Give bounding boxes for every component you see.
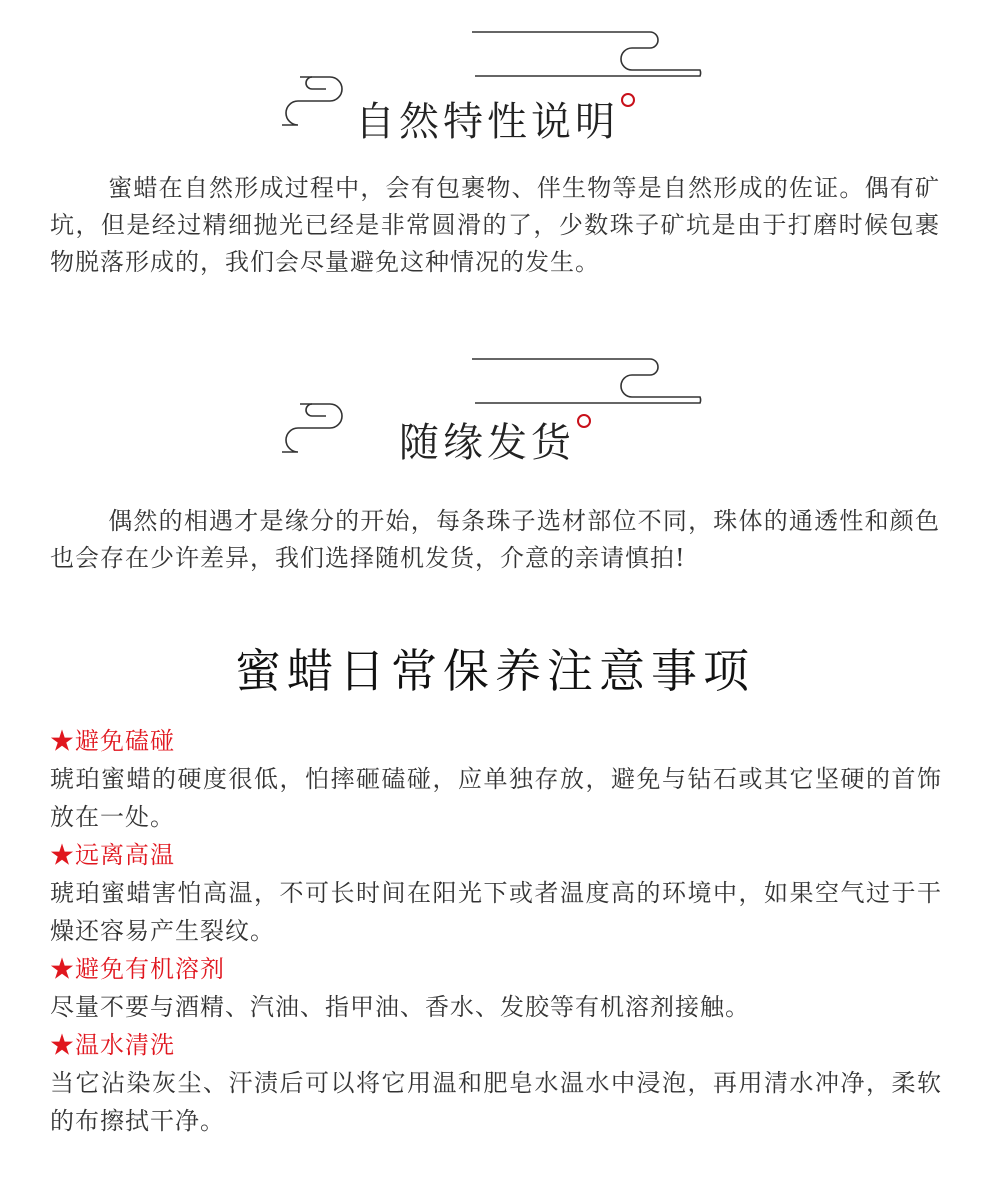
section-title: 自然特性说明	[0, 96, 990, 148]
care-item	[50, 722, 942, 836]
section-title: 随缘发货	[0, 417, 990, 469]
care-item-text: 尽量不要与酒精、汽油、指甲油、香水、发胶等有机溶剂接触。	[50, 993, 750, 1021]
care-list	[50, 722, 942, 1140]
care-item-text: 琥珀蜜蜡害怕高温，不可长时间在阳光下或者温度高的环境中，如果空气过于干燥还容易产生裂纹。	[50, 879, 942, 945]
care-item-heading: ★温水清洗	[50, 1031, 175, 1059]
red-circle-icon	[577, 414, 591, 428]
section-body-shipping: 偶然的相遇才是缘分的开始，每条珠子选材部位不同，珠体的通透性和颜色也会存在少许差异，我们选择随机发货，介意的亲请慎拍!	[50, 507, 940, 572]
care-title: 蜜蜡日常保养注意事项	[235, 644, 755, 698]
red-circle-icon	[621, 93, 635, 107]
care-item-text: 琥珀蜜蜡的硬度很低，怕摔砸磕碰，应单独存放，避免与钻石或其它坚硬的首饰放在一处。	[50, 765, 942, 831]
care-item-heading: ★远离高温	[50, 841, 175, 869]
care-item-text: 当它沾染灰尘、汗渍后可以将它用温和肥皂水温水中浸泡，再用清水冲净，柔软的布擦拭干净。	[50, 1069, 942, 1135]
care-item	[50, 950, 942, 1026]
care-item-heading: ★避免有机溶剂	[50, 955, 225, 983]
care-item	[50, 1026, 942, 1140]
section-heading-shipping	[0, 357, 990, 477]
care-item-heading: ★避免磕碰	[50, 727, 175, 755]
section-heading-natural	[0, 30, 990, 150]
section-body-natural: 蜜蜡在自然形成过程中，会有包裹物、伴生物等是自然形成的佐证。偶有矿坑，但是经过精细抛光已经是非常圆滑的了，少数珠子矿坑是由于打磨时候包裹物脱落形成的，我们会尽量避免这种情况的发生。	[50, 174, 940, 276]
care-item	[50, 836, 942, 950]
